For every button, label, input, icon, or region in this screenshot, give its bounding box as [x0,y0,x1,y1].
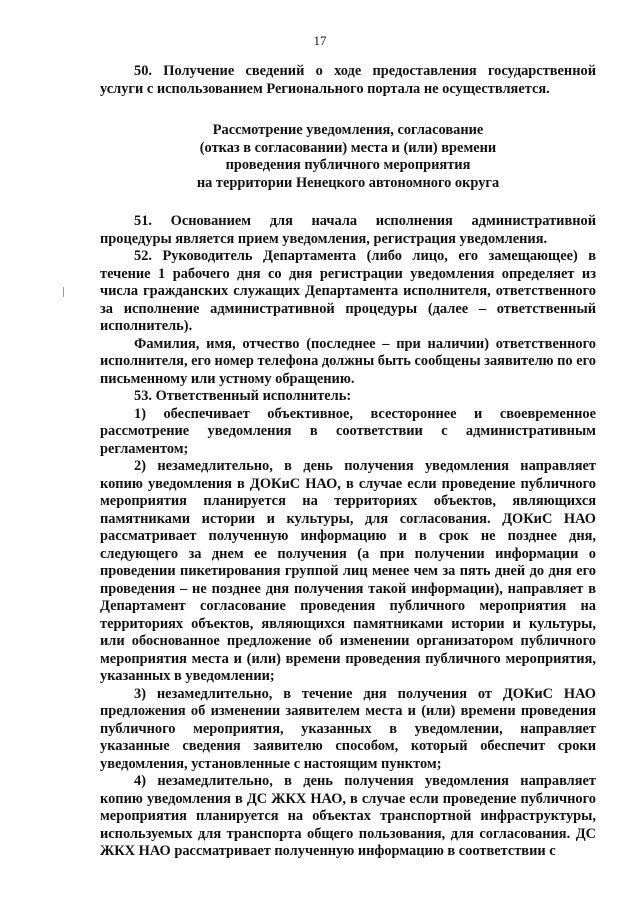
heading-line-4: на территории Ненецкого автономного округа [196,174,500,191]
margin-mark [63,287,64,297]
heading-line-3: проведения публичного мероприятия [225,157,471,173]
paragraph-50: 50. Получение сведений о ходе предоставления государственной услуги с использованием Регионального портала не осуществляется. [100,63,596,97]
paragraph-51: 51. Основанием для начала исполнения административной процедуры является прием уведомления, регистрация уведомления. [100,213,596,247]
section-heading [100,122,596,192]
heading-line-2: (отказ в согласовании) места и (или) времени [199,139,497,156]
list-item-3: 3) незамедлительно, в течение дня получения от ДОКиС НАО предложения об изменении заявителем места и (или) времени проведения публичного мероприятия, указанных в уведомлении, направляет указанные сведения заявителю способом, который обеспечит сроки уведомления, установленные с настоящим пунктом; [100,685,596,772]
heading-line-1: Рассмотрение уведомления, согласование [212,122,484,138]
list-item-1: 1) обеспечивает объективное, всестороннее и своевременное рассмотрение уведомления в соответствии с административным регламентом; [100,405,596,457]
list-item-4: 4) незамедлительно, в день получения уведомления направляет копию уведомления в ДС ЖКХ НАО, в случае если проведение публичного мероприятия планируется на объектах транспортной инфраструктуры, используемых для транспорта общего пользования, для согласования. ДС ЖКХ НАО рассматривает полученную информацию в соответствии с [100,773,596,859]
paragraph-52: 52. Руководитель Департамента (либо лицо, его замещающее) в течение 1 рабочего дня со дня регистрации уведомления определяет из числа гражданских служащих Департамента исполнителя, ответственного за исполнение административной процедуры (далее – ответственный исполнитель). [100,248,596,334]
page-number: 17 [313,33,327,48]
list-item-2: 2) незамедлительно, в день получения уведомления направляет копию уведомления в ДОКиС НАО, в случае если проведение публичного мероприятия планируется на территориях объектов, являющихся памятниками истории и культуры, для согласования. ДОКиС НАО рассматривает полученную информацию и в срок не позднее дня, следующего за днем ее получения (а при получении информации о проведении пикетирования группой лиц менее чем за пять дней до дня его проведения – не позднее дня получения такой информации), направляет в Департамент согласование проведения публичного мероприятия на территориях объектов, являющихся памятниками истории и культуры, или обоснованное предложение об изменении организатором публичного мероприятия места и (или) времени проведения публичного мероприятия, указанных в уведомлении; [100,458,596,684]
document-body [100,63,596,861]
paragraph-contact-info: Фамилия, имя, отчество (последнее – при наличии) ответственного исполнителя, его номер телефона должны быть сообщены заявителю по его письменному или устному обращению. [100,335,596,387]
paragraph-53: 53. Ответственный исполнитель: [134,388,352,404]
